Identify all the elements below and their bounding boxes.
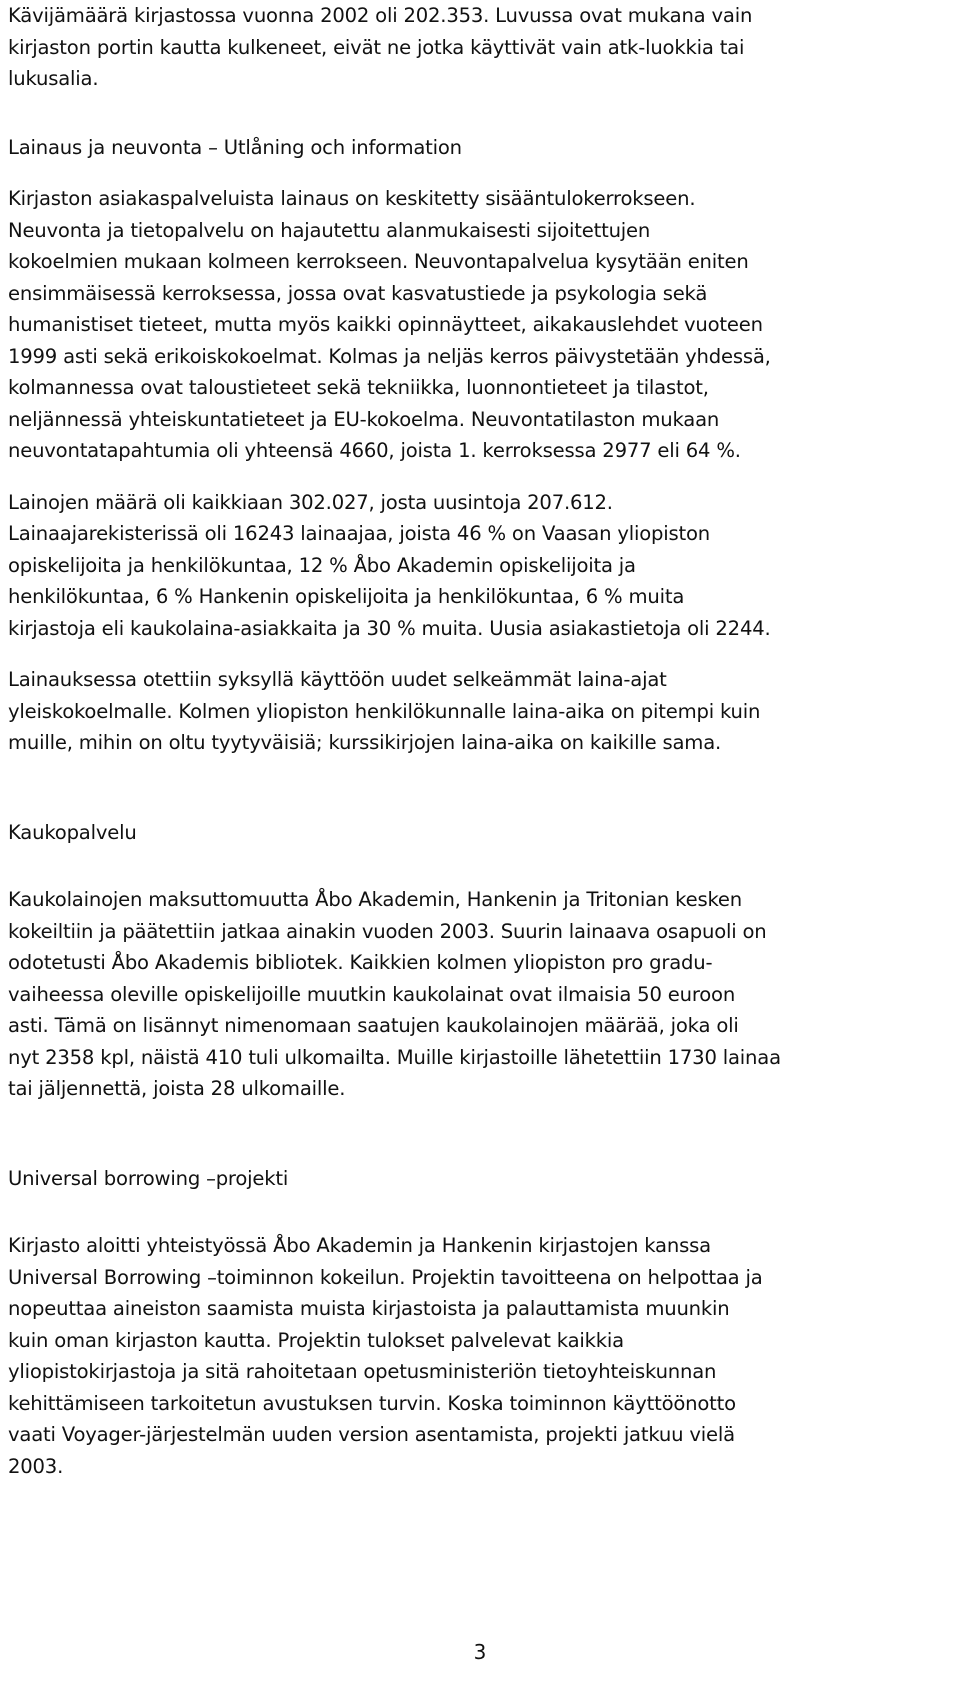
paragraph-visitors: Kävijämäärä kirjastossa vuonna 2002 oli 202.353. Luvussa ovat mukana vain kirjaston portin kautta kulkeneet, eivät ne jotka käyttivät vain atk-luokkia tai lukusalia. [8, 4, 753, 90]
paragraph-customer-service: Kirjaston asiakaspalveluista lainaus on keskitetty sisääntulokerrokseen. Neuvonta ja tietopalvelu on hajautettu alanmukaisesti sijoitettujen kokoelmien mukaan kolmeen kerrokseen. Neuvontapalvelua kysytään eniten ensimmäisessä kerroksessa, jossa ovat kasvatustiede ja psykologia sekä humanistiset tieteet, mutta myös kaikki opinnäytteet, aikakauslehdet vuoteen 1999 asti sekä erikoiskokoelmat. Kolmas ja neljäs kerros päivystetään yhdessä, kolmannessa ovat taloustieteet sekä tekniikka, luonnontieteet ja tilastot, neljännessä yhteiskuntatieteet ja EU-kokoelma. Neuvontatilaston mukaan neuvontatapahtumia oli yhteensä 4660, joista 1. kerroksessa 2977 eli 64 %. [8, 187, 771, 462]
paragraph-universal-borrowing: Kirjasto aloitti yhteistyössä Åbo Akademin ja Hankenin kirjastojen kanssa Universal Borrowing –toiminnon kokeilun. Projektin tavoitteena on helpottaa ja nopeuttaa aineiston saamista muista kirjastoista ja palauttamista muunkin kuin oman kirjaston kautta. Projektin tulokset palvelevat kaikkia yliopistokirjastoja ja sitä rahoitetaan opetusministeriön tietoyhteiskunnan kehittämiseen tarkoitetun avustuksen turvin. Koska toiminnon käyttöönotto vaati Voyager-järjestelmän uuden version asentamista, projekti jatkuu vielä 2003. [8, 1234, 763, 1478]
heading-universal-borrowing: Universal borrowing –projekti [8, 1166, 289, 1190]
heading-lending-and-information: Lainaus ja neuvonta – Utlåning och information [8, 135, 462, 159]
paragraph-loans-statistics: Lainojen määrä oli kaikkiaan 302.027, josta uusintoja 207.612. Lainaajarekisterissä oli 16243 lainaajaa, joista 46 % on Vaasan yliopiston opiskelijoita ja henkilökuntaa, 12 % Åbo Akademin opiskelijoita ja henkilökuntaa, 6 % Hankenin opiskelijoita ja henkilökuntaa, 6 % muita kirjastoja eli kaukolaina-asiakkaita ja 30 % muita. Uusia asiakastietoja oli 2244. [8, 490, 771, 640]
document-page [8, 0, 952, 1482]
paragraph-interlibrary-loans: Kaukolainojen maksuttomuutta Åbo Akademin, Hankenin ja Tritonian kesken kokeiltiin ja päätettiin jatkaa ainakin vuoden 2003. Suurin lainaava osapuoli on odotetusti Åbo Akademis bibliotek. Kaikkien kolmen yliopiston pro gradu- vaiheessa oleville opiskelijoille muutkin kaukolainat ovat ilmaisia 50 euroon asti. Tämä on lisännyt nimenomaan saatujen kaukolainojen määrää, joka oli nyt 2358 kpl, näistä 410 tuli ulkomailta. Muille kirjastoille lähetettiin 1730 lainaa tai jäljennettä, joista 28 ulkomaille. [8, 888, 781, 1100]
paragraph-loan-periods: Lainauksessa otettiin syksyllä käyttöön uudet selkeämmät laina-ajat yleiskokoelmalle. Kolmen yliopiston henkilökunnalle laina-aika on pitempi kuin muille, mihin on oltu tyytyväisiä; kurssikirjojen laina-aika on kaikille sama. [8, 668, 761, 754]
page-number: 3 [473, 1640, 487, 1664]
heading-interlibrary-service: Kaukopalvelu [8, 820, 137, 844]
